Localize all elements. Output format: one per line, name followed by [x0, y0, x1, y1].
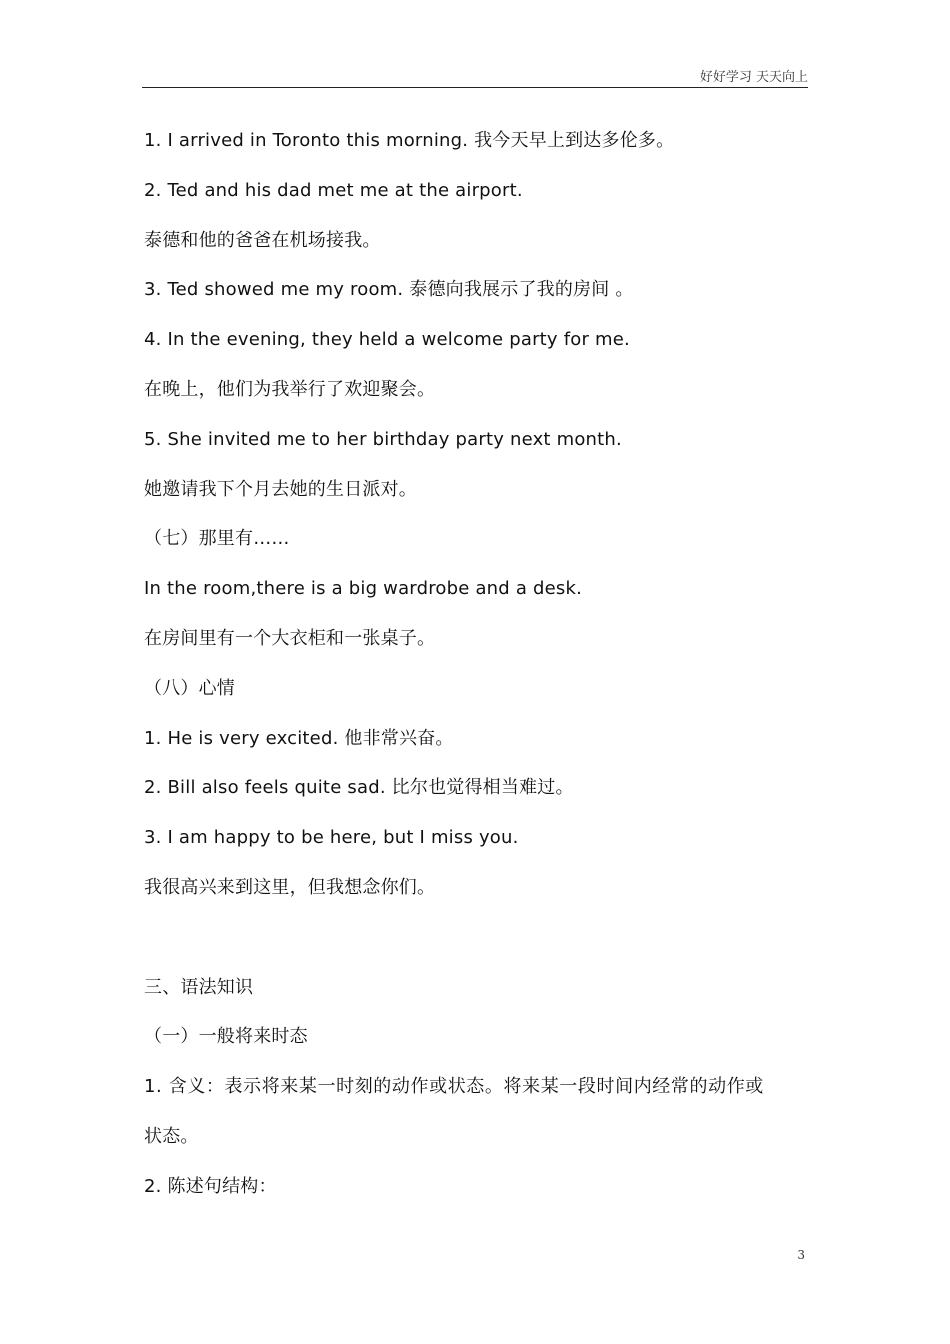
- section-heading: （一）一般将来时态: [144, 1026, 308, 1048]
- text-line: 5. She invited me to her birthday party next month.: [144, 428, 622, 450]
- page-header-text: 好好学习 天天向上: [699, 70, 808, 85]
- text-line: 状态。: [144, 1125, 199, 1147]
- text-line: 4. In the evening, they held a welcome party for me.: [144, 329, 630, 351]
- section-heading: （八）心情: [144, 677, 235, 699]
- blank-line: [144, 913, 808, 963]
- text-line: 泰德和他的爸爸在机场接我。: [144, 229, 381, 251]
- section-heading: （七）那里有……: [144, 528, 290, 550]
- chapter-heading: 三、语法知识: [144, 976, 254, 998]
- text-line: 在房间里有一个大衣柜和一张桌子。: [144, 627, 436, 649]
- text-line: 1. 含义：表示将来某一时刻的动作或状态。将来某一段时间内经常的动作或: [144, 1076, 764, 1098]
- text-line: 在晚上，他们为我举行了欢迎聚会。: [144, 378, 436, 400]
- text-line: 3. I am happy to be here, but I miss you.: [144, 827, 519, 849]
- page-number: 3: [797, 1248, 805, 1262]
- text-line: 我很高兴来到这里，但我想念你们。: [144, 876, 436, 898]
- text-line: 她邀请我下个月去她的生日派对。: [144, 478, 417, 500]
- text-line: In the room,there is a big wardrobe and a desk.: [144, 578, 583, 600]
- document-body: [144, 116, 808, 1212]
- text-line: 2. Ted and his dad met me at the airport.: [144, 179, 523, 201]
- text-line: 2. Bill also feels quite sad. 比尔也觉得相当难过。: [144, 777, 574, 799]
- text-line: 3. Ted showed me my room. 泰德向我展示了我的房间 。: [144, 279, 634, 301]
- text-line: 1. He is very excited. 他非常兴奋。: [144, 727, 454, 749]
- text-line: 2. 陈述句结构：: [144, 1175, 277, 1197]
- text-line: 1. I arrived in Toronto this morning. 我今天早上到达多伦多。: [144, 130, 675, 151]
- header-divider: [142, 87, 808, 88]
